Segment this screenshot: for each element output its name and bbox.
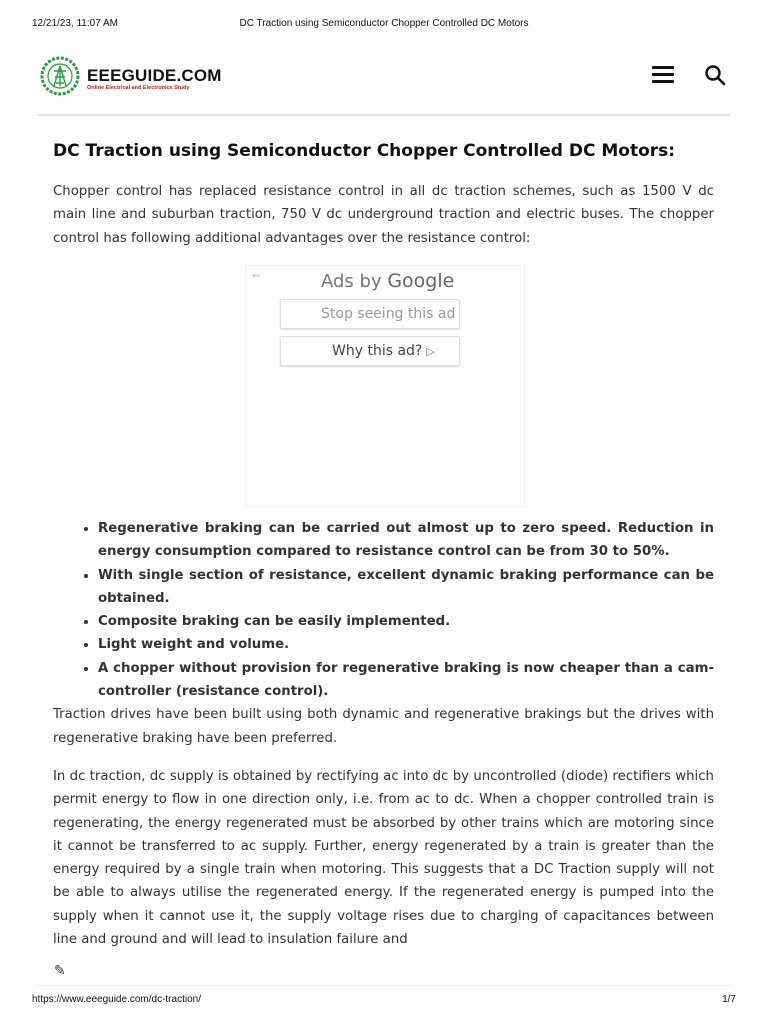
footer-divider [37,985,731,986]
stop-seeing-ad-button[interactable]: Stop seeing this ad [280,299,460,329]
print-doc-title: DC Traction using Semiconductor Chopper Controlled DC Motors [239,18,529,29]
ads-by-prefix: Ads by [321,270,388,292]
article-title: DC Traction using Semiconductor Chopper Controlled DC Motors: [53,141,676,161]
logo-text: EEEGUIDE.COM [87,66,222,85]
paragraph-braking: Traction drives have been built using both dynamic and regenerative brakings but the drives with regenerative braking have been preferred. [53,707,714,746]
list-item: • Light weight and volume. [98,633,714,656]
list-item: • Composite braking can be easily implemented. [98,610,714,633]
site-header [37,52,730,116]
print-datetime: 12/21/23, 11:07 AM [32,18,118,29]
hamburger-menu-icon[interactable] [652,66,674,86]
search-icon[interactable] [704,64,726,86]
page-number: 1/7 [722,994,736,1005]
print-footer [32,994,736,1008]
advantages-list [53,517,714,703]
play-chevron-icon: ▷ [426,344,435,358]
ads-brand: Google [387,269,455,292]
logo-badge-icon [40,56,80,96]
paragraph-dc-traction: In dc traction, dc supply is obtained by rectifying ac into dc by uncontrolled (diode) rectifiers which permit energy to flow in one direction only, i.e. from ac to dc. When a chopper controlled train is regenerating, the energy regenerated must be absorbed by other trains which are motoring since it cannot be transferred to ac supply. Further, energy regenerated by a train is greater than the energy required by a single train when motoring. This suggests that a DC Traction supply will not be able to always utilise the regenerated energy. If the regenerated energy is pumped into the supply when it cannot use it, the supply voltage rises due to charging of capacitances between line and ground and will lead to insulation failure and [53,768,714,948]
print-header [32,18,736,32]
site-logo[interactable] [40,56,220,100]
why-this-ad-button[interactable] [280,336,460,366]
logo-tagline: Online Electrical and Electronics Study [87,85,190,91]
edit-pencil-icon[interactable]: ✎ [54,962,66,978]
article-content [53,140,714,966]
intro-paragraph: Chopper control has replaced resistance control in all dc traction schemes, such as 1500 V dc main line and suburban traction, 750 V dc underground traction and electric buses. The chopper control has following additional advantages over the resistance control: [53,184,714,246]
page-url: https://www.eeeguide.com/dc-traction/ [32,994,201,1005]
back-arrow-icon[interactable]: ← [250,265,263,281]
list-item: • A chopper without provision for regenerative braking is now cheaper than a cam-controller (resistance control). [98,657,714,704]
list-item: • With single section of resistance, excellent dynamic braking performance can be obtained. [98,564,714,611]
ads-by-label [321,270,454,292]
why-this-ad-label: Why this ad? [332,342,423,359]
menu-bar [652,80,674,83]
list-item: • Regenerative braking can be carried out almost up to zero speed. Reduction in energy consumption compared to resistance control can be from 30 to 50%. [98,517,714,564]
menu-bar [652,66,674,69]
ad-panel [245,265,525,507]
menu-bar [652,73,674,76]
